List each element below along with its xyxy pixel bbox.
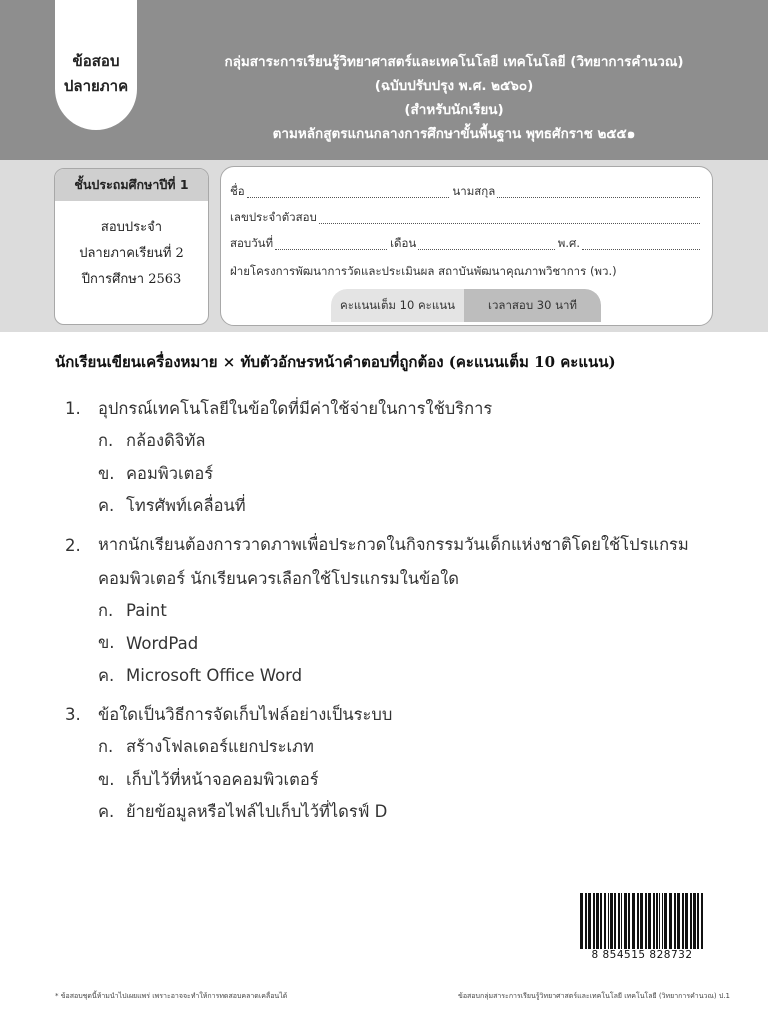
- header-title-audience: (สำหรับนักเรียน): [404, 102, 504, 118]
- option-text: Microsoft Office Word: [126, 666, 303, 686]
- barcode-bar: [677, 893, 680, 955]
- answer-option[interactable]: [65, 425, 725, 458]
- barcode-bar: [664, 893, 667, 955]
- month-label: เดือน: [390, 236, 417, 250]
- barcode-bar: [656, 893, 658, 955]
- barcode-bar: [693, 893, 696, 955]
- question-number: 2.: [65, 535, 81, 555]
- question-number: 3.: [65, 705, 81, 724]
- barcode-bar: [632, 893, 635, 955]
- option-letter[interactable]: ข.: [98, 769, 115, 789]
- question-text: หากนักเรียนต้องการวาดภาพเพื่อประกวดในกิจกรรมวันเด็กแห่งชาติโดยใช้โปรแกรม: [98, 535, 689, 554]
- full-score-label: คะแนนเต็ม 10 คะแนน: [331, 289, 464, 322]
- barcode: [578, 893, 706, 965]
- exam-term-info: [55, 201, 208, 293]
- barcode-bars: [578, 893, 706, 955]
- barcode-bar: [588, 893, 591, 955]
- answer-option[interactable]: [65, 660, 725, 693]
- barcode-bar: [637, 893, 639, 955]
- question-item: [65, 698, 725, 829]
- barcode-bar: [685, 893, 688, 955]
- option-letter[interactable]: ก.: [98, 431, 114, 451]
- exam-tab-line1: ข้อสอบ: [72, 52, 120, 70]
- exam-tab-line2: ปลายภาค: [63, 77, 129, 95]
- barcode-bar: [697, 893, 699, 955]
- barcode-bar: [614, 893, 616, 955]
- year-label: พ.ศ.: [557, 236, 580, 250]
- grade-label: ชั้นประถมศึกษาปีที่ 1: [55, 169, 208, 201]
- exam-number-field[interactable]: [319, 222, 700, 224]
- exam-date-row: [230, 237, 703, 253]
- option-text: กล้องดิจิทัล: [126, 431, 206, 451]
- barcode-bar: [585, 893, 587, 955]
- barcode-bar: [628, 893, 630, 955]
- answer-option[interactable]: [65, 490, 725, 523]
- barcode-bar: [604, 893, 606, 955]
- header-title-edition: (ฉบับปรับปรุง พ.ศ. ๒๕๖๐): [374, 78, 534, 94]
- answer-option[interactable]: [65, 731, 725, 764]
- barcode-number: 8 854515 828732: [578, 949, 706, 961]
- barcode-bar: [618, 893, 620, 955]
- exam-number-label: เลขประจำตัวสอบ: [230, 210, 317, 224]
- question-item: [65, 529, 725, 693]
- exam-term-line1: สอบประจำ: [100, 220, 163, 235]
- barcode-bar: [621, 893, 622, 955]
- question-list: [65, 392, 725, 835]
- header-title-subject: กลุ่มสาระการเรียนรู้วิทยาศาสตร์และเทคโนโลยี เทคโนโลยี (วิทยาการคำนวณ): [224, 54, 684, 70]
- exam-type-tab: [55, 0, 137, 130]
- header-title-curriculum: ตามหลักสูตรแกนกลางการศึกษาขั้นพื้นฐาน พุทธศักราช ๒๕๕๑: [272, 126, 636, 142]
- student-info-form: [220, 166, 713, 326]
- barcode-bar: [610, 893, 613, 955]
- surname-label: นามสกุล: [452, 184, 496, 198]
- barcode-bar: [608, 893, 609, 955]
- footer-note: * ข้อสอบชุดนี้ห้ามนำไปเผยแพร่ เพราะอาจจะทำให้การทดสอบคลาดเคลื่อนได้: [55, 992, 288, 1000]
- header-titles: [140, 50, 768, 146]
- question-text: ข้อใดเป็นวิธีการจัดเก็บไฟล์อย่างเป็นระบบ: [98, 704, 393, 724]
- option-letter[interactable]: ค.: [98, 496, 115, 516]
- exam-year-field[interactable]: [582, 248, 700, 250]
- question-text: อุปกรณ์เทคโนโลยีในข้อใดที่มีค่าใช้จ่ายในการใช้บริการ: [98, 398, 493, 418]
- barcode-bar: [662, 893, 663, 955]
- answer-option[interactable]: [65, 458, 725, 491]
- option-letter[interactable]: ข.: [98, 463, 115, 483]
- option-text: สร้างโฟลเดอร์แยกประเภท: [126, 737, 314, 757]
- barcode-bar: [645, 893, 647, 955]
- option-letter[interactable]: ข.: [98, 633, 115, 653]
- barcode-bar: [659, 893, 660, 955]
- score-time-pill: [331, 289, 601, 322]
- question-number: 1.: [65, 399, 81, 418]
- header-band: [0, 0, 768, 160]
- info-band: [0, 160, 768, 332]
- footer-subject: ข้อสอบกลุ่มสาระการเรียนรู้วิทยาศาสตร์และเทคโนโลยี เทคโนโลยี (วิทยาการคำนวณ) ป.1: [458, 992, 730, 1000]
- barcode-bar: [624, 893, 627, 955]
- exam-day-field[interactable]: [275, 248, 387, 250]
- option-letter[interactable]: ค.: [98, 665, 115, 685]
- option-text: โทรศัพท์เคลื่อนที่: [126, 496, 246, 516]
- name-row: [230, 185, 703, 201]
- barcode-bar: [640, 893, 643, 955]
- option-text: WordPad: [126, 633, 199, 653]
- exam-term-line3: ปีการศึกษา 2563: [81, 272, 182, 287]
- option-letter[interactable]: ค.: [98, 802, 115, 822]
- barcode-bar: [669, 893, 672, 955]
- exam-term-line2: ปลายภาคเรียนที่ 2: [79, 246, 184, 261]
- exam-time-label: เวลาสอบ 30 นาที: [464, 289, 601, 322]
- option-text: คอมพิวเตอร์: [126, 463, 214, 483]
- barcode-bar: [674, 893, 676, 955]
- barcode-bar: [593, 893, 595, 955]
- answer-option[interactable]: [65, 595, 725, 628]
- barcode-bar: [690, 893, 692, 955]
- instruction-text: นักเรียนเขียนเครื่องหมาย × ทับตัวอักษรหน้าคำตอบที่ถูกต้อง (คะแนนเต็ม 10 คะแนน): [55, 353, 616, 371]
- organization-text: ฝ่ายโครงการพัฒนาการวัดและประเมินผล สถาบันพัฒนาคุณภาพวิชาการ (พว.): [230, 264, 617, 278]
- exam-number-row: [230, 211, 703, 227]
- question-text-continued: คอมพิวเตอร์ นักเรียนควรเลือกใช้โปรแกรมในข้อใด: [98, 568, 459, 588]
- barcode-bar: [596, 893, 599, 955]
- option-letter[interactable]: ก.: [98, 600, 114, 620]
- option-text: ย้ายข้อมูลหรือไฟล์ไปเก็บไว้ที่ไดรฟ์ D: [126, 802, 388, 822]
- question-item: [65, 392, 725, 523]
- option-text: เก็บไว้ที่หน้าจอคอมพิวเตอร์: [126, 769, 319, 789]
- grade-box: [54, 168, 209, 325]
- barcode-bar: [701, 893, 703, 955]
- barcode-bar: [580, 893, 583, 955]
- barcode-bar: [682, 893, 684, 955]
- answer-option[interactable]: [65, 796, 725, 829]
- answer-option[interactable]: [65, 627, 725, 660]
- barcode-bar: [600, 893, 602, 955]
- answer-option[interactable]: [65, 764, 725, 797]
- exam-month-field[interactable]: [418, 248, 555, 250]
- option-letter[interactable]: ก.: [98, 737, 114, 757]
- option-text: Paint: [126, 601, 167, 621]
- name-label: ชื่อ: [230, 184, 245, 198]
- barcode-bar: [653, 893, 655, 955]
- surname-field[interactable]: [497, 196, 700, 198]
- barcode-bar: [648, 893, 651, 955]
- exam-date-label: สอบวันที่: [230, 236, 274, 250]
- name-field[interactable]: [247, 196, 450, 198]
